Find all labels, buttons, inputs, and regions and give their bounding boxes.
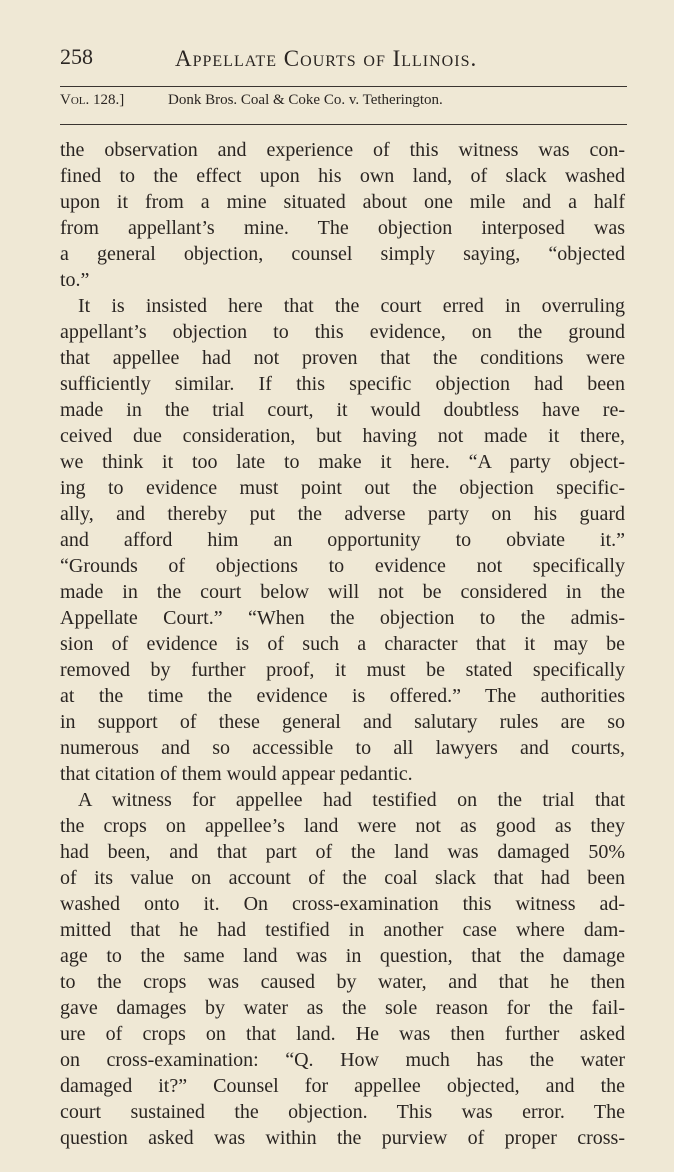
text-line: washed onto it. On cross-examination this witness ad- bbox=[60, 893, 625, 915]
text-line: damaged it?” Counsel for appellee objected, and the bbox=[60, 1075, 625, 1097]
text-line: at the time the evidence is offered.” The authorities bbox=[60, 685, 625, 707]
text-line: we think it too late to make it here. “A party object- bbox=[60, 451, 625, 473]
subheader-rule bbox=[60, 124, 627, 125]
text-line: of its value on account of the coal slack that had been bbox=[60, 867, 625, 889]
text-line: made in the court below will not be considered in the bbox=[60, 581, 625, 603]
text-line: court sustained the objection. This was error. The bbox=[60, 1101, 625, 1123]
text-line: numerous and so accessible to all lawyers and courts, bbox=[60, 737, 625, 759]
text-line: the observation and experience of this witness was con- bbox=[60, 139, 625, 161]
text-line: and afford him an opportunity to obviate it.” bbox=[60, 529, 625, 551]
text-line: a general objection, counsel simply saying, “objected bbox=[60, 243, 625, 265]
text-line: appellant’s objection to this evidence, on the ground bbox=[60, 321, 625, 343]
header-rule bbox=[60, 86, 627, 87]
text-line: from appellant’s mine. The objection interposed was bbox=[60, 217, 625, 239]
text-line: in support of these general and salutary rules are so bbox=[60, 711, 625, 733]
text-line: ing to evidence must point out the objection specific- bbox=[60, 477, 625, 499]
text-line: ally, and thereby put the adverse party on his guard bbox=[60, 503, 625, 525]
text-line: A witness for appellee had testified on the trial that bbox=[78, 789, 625, 811]
text-line: sion of evidence is of such a character that it may be bbox=[60, 633, 625, 655]
text-line: question asked was within the purview of proper cross- bbox=[60, 1127, 625, 1149]
text-line: that appellee had not proven that the conditions were bbox=[60, 347, 625, 369]
text-line: sufficiently similar. If this specific objection had been bbox=[60, 373, 625, 395]
text-line: the crops on appellee’s land were not as good as they bbox=[60, 815, 625, 837]
text-line: ceived due consideration, but having not made it there, bbox=[60, 425, 625, 447]
page-number: 258 bbox=[60, 44, 93, 69]
text-line: had been, and that part of the land was damaged 50% bbox=[60, 841, 625, 863]
text-line: “Grounds of objections to evidence not specifically bbox=[60, 555, 625, 577]
text-line: It is insisted here that the court erred in overruling bbox=[78, 295, 625, 317]
volume-label: Vol. 128.] bbox=[60, 92, 125, 108]
text-line: to the crops was caused by water, and that he then bbox=[60, 971, 625, 993]
text-line: made in the trial court, it would doubtless have re- bbox=[60, 399, 625, 421]
text-line: ure of crops on that land. He was then further asked bbox=[60, 1023, 625, 1045]
text-line: that citation of them would appear pedantic. bbox=[60, 763, 413, 785]
text-line: age to the same land was in question, that the damage bbox=[60, 945, 625, 967]
text-line: fined to the effect upon his own land, of slack washed bbox=[60, 165, 625, 187]
text-line: mitted that he had testified in another case where dam- bbox=[60, 919, 625, 941]
body-text bbox=[60, 137, 625, 1151]
running-title: Appellate Courts of Illinois. bbox=[175, 46, 478, 71]
text-line: removed by further proof, it must be stated specifically bbox=[60, 659, 625, 681]
case-header bbox=[60, 92, 443, 109]
text-line: on cross-examination: “Q. How much has the water bbox=[60, 1049, 625, 1071]
text-line: Appellate Court.” “When the objection to the admis- bbox=[60, 607, 625, 629]
page-header bbox=[60, 44, 625, 74]
text-line: to.” bbox=[60, 269, 90, 291]
case-title: Donk Bros. Coal & Coke Co. v. Tetherington. bbox=[168, 92, 443, 108]
text-line: upon it from a mine situated about one mile and a half bbox=[60, 191, 625, 213]
text-line: gave damages by water as the sole reason for the fail- bbox=[60, 997, 625, 1019]
